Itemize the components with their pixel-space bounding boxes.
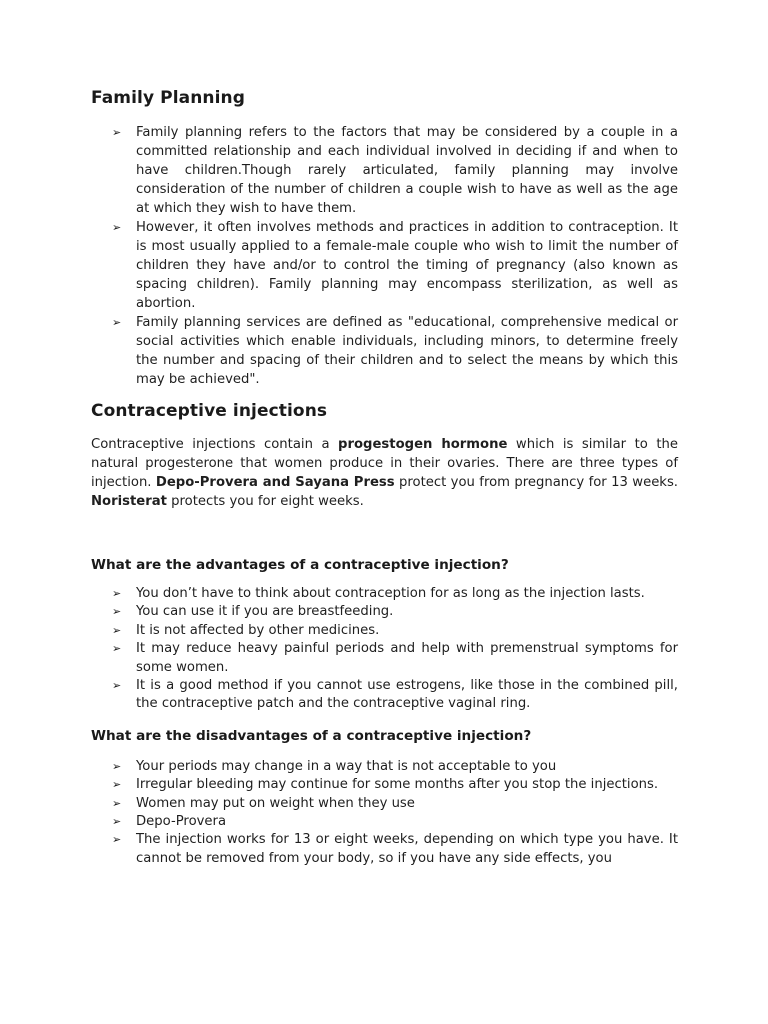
arrow-bullet-icon: ➢ bbox=[112, 778, 122, 792]
advantages-heading: What are the advantages of a contraceptive injection? bbox=[91, 557, 509, 573]
family-planning-list bbox=[91, 123, 678, 389]
list-item: ➢ You don’t have to think about contraception for as long as the injection lasts. bbox=[136, 585, 678, 603]
arrow-bullet-icon: ➢ bbox=[112, 642, 122, 656]
list-item: ➢ The injection works for 13 or eight weeks, depending on which type you have. It cannot be removed from your body, so if you have any side effects, you bbox=[112, 832, 678, 866]
arrow-bullet-icon: ➢ bbox=[112, 833, 122, 847]
arrow-bullet-icon: ➢ bbox=[112, 126, 122, 139]
list-item: ➢ It may reduce heavy painful periods and help with premenstrual symptoms for some women. bbox=[112, 641, 678, 675]
arrow-bullet-icon: ➢ bbox=[112, 623, 122, 637]
disadvantages-heading: What are the disadvantages of a contraceptive injection? bbox=[91, 727, 532, 744]
contraceptive-injections-heading: Contraceptive injections bbox=[91, 401, 328, 421]
list-item: ➢ It is a good method if you cannot use estrogens, like those in the combined pill, the contraceptive patch and the contraceptive vaginal ring. bbox=[112, 678, 678, 712]
progestogen-term: progestogen hormone bbox=[338, 437, 508, 452]
arrow-bullet-icon: ➢ bbox=[112, 759, 122, 773]
list-item: ➢ Your periods may change in a way that is not acceptable to you bbox=[136, 758, 678, 776]
list-item: ➢ Family planning refers to the factors that may be considered by a couple in a committed relationship and each individual involved in deciding if and when to have children.Though rarely articulated, family planning may involve consideration of the number of children a couple wish to have as well as the age at which they wish to have them. bbox=[112, 125, 678, 216]
arrow-bullet-icon: ➢ bbox=[112, 815, 122, 829]
arrow-bullet-icon: ➢ bbox=[112, 796, 122, 810]
arrow-bullet-icon: ➢ bbox=[112, 587, 122, 600]
family-planning-heading: Family Planning bbox=[91, 88, 246, 108]
list-item: ➢ You can use it if you are breastfeeding. bbox=[136, 603, 678, 621]
list-item: ➢ Depo-Provera bbox=[136, 813, 678, 831]
injections-paragraph: Contraceptive injections contain a progestogen hormone which is similar to the natural progesterone that women produce in their ovaries. There are three types of injection. Depo-Provera and Sayana Press protect you from pregnancy for 13 weeks. Noristerat protects you for eight weeks. bbox=[91, 437, 679, 509]
advantages-list bbox=[91, 585, 678, 714]
list-item: ➢ It is not affected by other medicines. bbox=[136, 622, 678, 640]
arrow-bullet-icon: ➢ bbox=[112, 605, 122, 619]
arrow-bullet-icon: ➢ bbox=[112, 679, 122, 693]
noristerat-term: Noristerat bbox=[91, 494, 167, 509]
list-item: ➢ Irregular bleeding may continue for some months after you stop the injections. bbox=[136, 776, 678, 794]
list-item: ➢ However, it often involves methods and practices in addition to contraception. It is most usually applied to a female-male couple who wish to limit the number of children they have and/or to control the timing of pregnancy (also known as spacing children). Family planning may encompass sterilization, as well as abortion. bbox=[112, 220, 678, 311]
depo-sayana-term: Depo-Provera and Sayana Press bbox=[155, 475, 395, 490]
disadvantages-list bbox=[91, 758, 678, 868]
arrow-bullet-icon: ➢ bbox=[112, 221, 122, 234]
arrow-bullet-icon: ➢ bbox=[112, 316, 122, 329]
list-item: ➢ Family planning services are defined as "educational, comprehensive medical or social activities which enable individuals, including minors, to determine freely the number and spacing of their children and to select the means by which this may be achieved". bbox=[112, 315, 678, 387]
list-item: ➢ Women may put on weight when they use bbox=[136, 795, 678, 813]
document-page bbox=[91, 88, 678, 868]
